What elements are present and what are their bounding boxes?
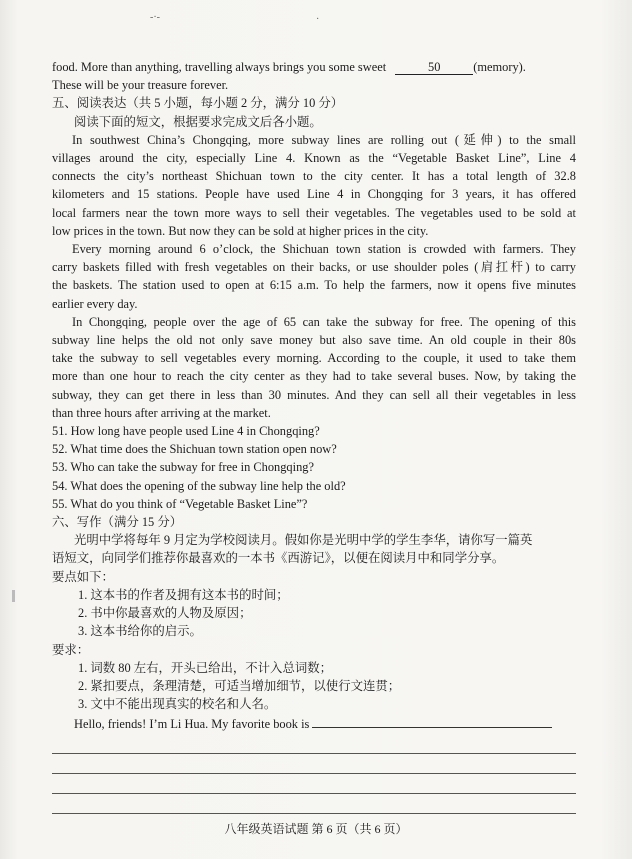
reading-heading: 五、阅读表达（共 5 小题，每小题 2 分，满分 10 分） bbox=[52, 96, 344, 111]
page-content bbox=[52, 58, 576, 814]
scan-mark: -·- bbox=[150, 12, 160, 23]
margin-mark bbox=[12, 590, 15, 602]
passage-line: subway, they can get there in less than 30 minutes. And they can sell all their vegetables in less bbox=[52, 387, 576, 402]
passage-line: earlier every day. bbox=[52, 296, 138, 311]
requirement-item: 1. 词数 80 左右，开头已给出，不计入总词数； bbox=[78, 660, 333, 675]
prev-passage-end: food. More than anything, travelling always brings you some sweet 50 (memory). bbox=[52, 60, 526, 74]
points-label: 要点如下： bbox=[52, 569, 114, 584]
writing-line[interactable] bbox=[52, 754, 576, 774]
writing-intro: 光明中学将每年 9 月定为学校阅读月。假如你是光明中学的学生李华，请你写一篇英 bbox=[74, 533, 533, 548]
point-item: 3. 这本书给你的启示。 bbox=[78, 624, 202, 639]
passage-line: kilometers and 15 stations. People have used Line 4 in Chongqing for 3 years, it has offered bbox=[52, 187, 576, 202]
writing-line[interactable] bbox=[52, 774, 576, 794]
point-item: 2. 书中你最喜欢的人物及原因； bbox=[78, 606, 252, 621]
writing-intro: 语短文，向同学们推荐你最喜欢的一本书《西游记》，以便在阅读月中和同学分享。 bbox=[52, 551, 505, 566]
writing-opening: Hello, friends! I’m Li Hua. My favorite book is bbox=[52, 715, 576, 733]
answer-blank-50: 50 bbox=[395, 61, 473, 75]
passage-line: the baskets. The station used to open at 6:15 a.m. To help the farmers, now it opens five minutes bbox=[52, 278, 576, 293]
question-52: 52. What time does the Shichuan town station open now? bbox=[52, 442, 337, 457]
question-55: 55. What do you think of “Vegetable Basket Line”? bbox=[52, 496, 308, 511]
question-53: 53. Who can take the subway for free in Chongqing? bbox=[52, 460, 314, 475]
writing-heading: 六、写作（满分 15 分） bbox=[52, 515, 183, 530]
passage-line: low prices in the town. But now they can be sold at higher prices in the city. bbox=[52, 223, 429, 238]
question-54: 54. What does the opening of the subway line help the old? bbox=[52, 478, 346, 493]
requirement-item: 3. 文中不能出现真实的校名和人名。 bbox=[78, 697, 277, 712]
passage-line: connects the city’s northeast Shichuan town to the city center. It has a total length of 32.8 bbox=[52, 169, 576, 184]
passage-line: Every morning around 6 o’clock, the Shichuan town station is crowded with farmers. They bbox=[72, 242, 576, 257]
requirements-label: 要求： bbox=[52, 642, 90, 657]
passage-line: take the subway to sell vegetables every morning. According to the couple, it used to take them bbox=[52, 351, 576, 366]
passage-line: In Chongqing, people over the age of 65 can take the subway for free. The opening of this bbox=[72, 314, 576, 329]
requirement-item: 2. 紧扣要点，条理清楚，可适当增加细节，以使行文连贯； bbox=[78, 678, 401, 693]
passage-line: more than one hour to reach the city center as they had to take several buses. Now, by taking the bbox=[52, 369, 576, 384]
question-list bbox=[52, 422, 576, 513]
passage-line: In southwest China’s Chongqing, more subway lines are rolling out (延伸) to the small bbox=[72, 132, 576, 147]
reading-paragraph-3 bbox=[52, 313, 576, 422]
passage-line: subway line helps the old not only save money but also save time. An old couple in their 80s bbox=[52, 333, 576, 348]
passage-line: carry baskets filled with fresh vegetables on their backs, or use shoulder poles (肩扛杆) to carry bbox=[52, 260, 576, 275]
scan-mark: · bbox=[316, 14, 320, 25]
writing-line[interactable] bbox=[52, 794, 576, 814]
question-51: 51. How long have people used Line 4 in Chongqing? bbox=[52, 424, 320, 439]
passage-line: than three hours after arriving at the market. bbox=[52, 405, 271, 420]
reading-paragraph-1 bbox=[52, 131, 576, 240]
writing-line[interactable] bbox=[52, 734, 576, 754]
point-item: 1. 这本书的作者及拥有这本书的时间； bbox=[78, 587, 289, 602]
reading-instruction: 阅读下面的短文，根据要求完成文后各小题。 bbox=[74, 114, 322, 129]
writing-line[interactable] bbox=[312, 715, 552, 728]
passage-line: villages around the city, especially Line 4. Known as the “Vegetable Basket Line”, Line 4 bbox=[52, 151, 576, 166]
reading-paragraph-2 bbox=[52, 240, 576, 313]
passage-line: local farmers near the town more ways to sell their vegetables. The vegetables used to be sold at bbox=[52, 205, 576, 220]
prev-passage-line: These will be your treasure forever. bbox=[52, 78, 229, 93]
page-footer: 八年级英语试题 第 6 页（共 6 页） bbox=[224, 822, 408, 836]
